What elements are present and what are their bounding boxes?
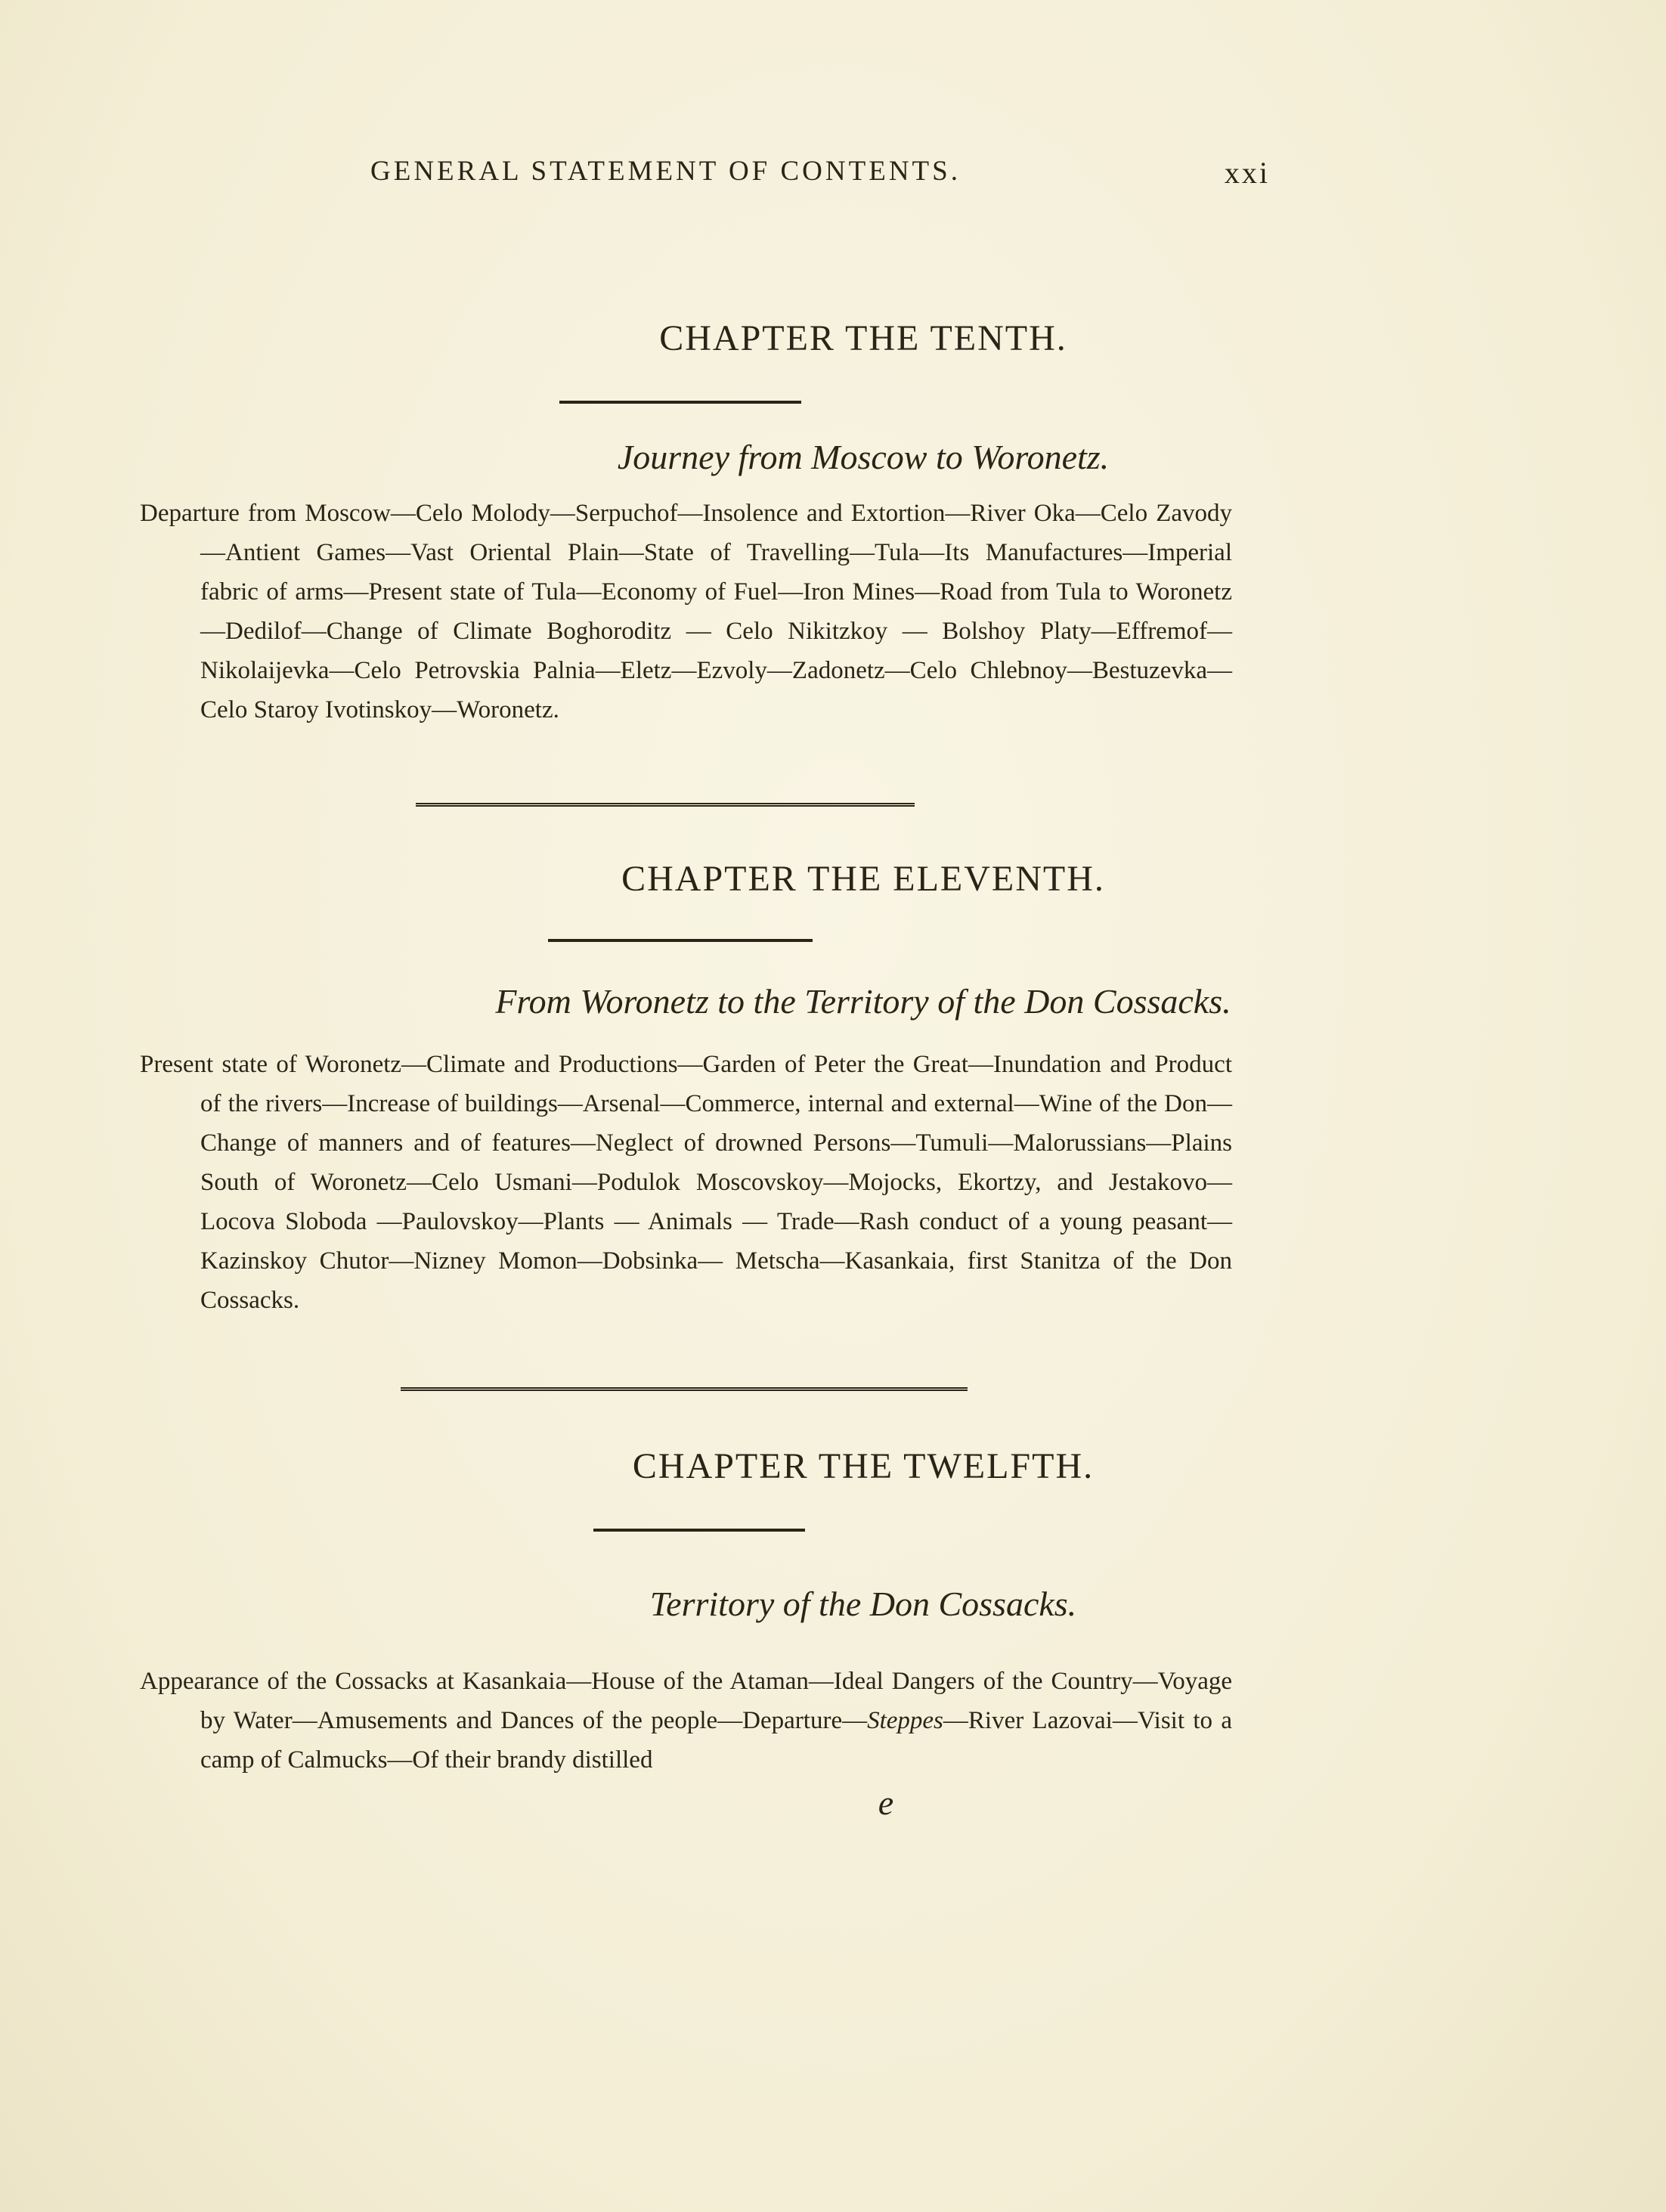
chapter-11-contents: Present state of Woronetz—Climate and Productions—Garden of Peter the Great—Inundation and Product of the rivers—Increase of buildings—Arsenal—Commerce, internal and external—Wine of the Don—Change of manners and of features—Neglect of drowned Persons—Tumuli—Malorussians—Plains South of Woronetz—Celo Usmani—Podulok Moscovskoy—Mojocks, Ekortzy, and Jestakovo—Locova Sloboda —Paulovskoy—Plants — Animals — Trade—Rash conduct of a young peasant—Kazinskoy Chutor—Nizney Momon—Dobsinka— Metscha—Kasankaia, first Stanitza of the Don Cossacks. — [140, 1051, 1232, 1314]
chapter-11-subtitle: From Woronetz to the Territory of the Don Cossacks. — [495, 982, 1231, 1021]
chapter-10-contents: Departure from Moscow—Celo Molody—Serpuchof—Insolence and Extortion—River Oka—Celo Zavody—Antient Games—Vast Oriental Plain—State of Travelling—Tula—Its Manufactures—Imperial fabric of arms—Present state of Tula—Economy of Fuel—Iron Mines—Road from Tula to Woronetz—Dedilof—Change of Climate Boghoroditz — Celo Nikitzkoy — Bolshoy Platy—Effremof—Nikolaijevka—Celo Petrovskia Palnia—Eletz—Ezvoly—Zadonetz—Celo Chlebnoy—Bestuzevka—Celo Staroy Ivotinskoy—Woronetz. — [140, 500, 1232, 723]
section-divider-1 — [416, 803, 915, 807]
chapter-12-contents-start: Appearance of the Cossacks at Kasankaia—House of the Ataman—Ideal Dangers of the Country—Voyage by Water—Amusements and Dances of the people—Departure— — [140, 1668, 1232, 1734]
chapter-12-heading: CHAPTER THE TWELFTH. — [632, 1446, 1095, 1486]
chapter-10-subtitle: Journey from Moscow to Woronetz. — [617, 438, 1110, 476]
chapter-11-rule — [548, 939, 813, 942]
signature-mark: e — [878, 1783, 894, 1822]
running-head — [370, 155, 1270, 193]
running-title: GENERAL STATEMENT OF CONTENTS. — [370, 156, 961, 187]
page-number: xxi — [1224, 156, 1270, 190]
chapter-12-contents-italic: Steppes — [867, 1707, 943, 1734]
chapter-10-rule — [559, 401, 801, 404]
section-divider-2 — [401, 1387, 968, 1391]
chapter-11-heading: CHAPTER THE ELEVENTH. — [621, 859, 1105, 899]
chapter-10-heading: CHAPTER THE TENTH. — [659, 318, 1067, 358]
chapter-12-contents-end: —River Lazovai—Visit to a camp of Calmucks—Of their brandy distilled — [200, 1707, 1232, 1774]
chapter-12-subtitle: Territory of the Don Cossacks. — [649, 1585, 1077, 1623]
chapter-12-contents — [140, 1662, 1232, 1780]
chapter-12-rule — [593, 1529, 805, 1532]
